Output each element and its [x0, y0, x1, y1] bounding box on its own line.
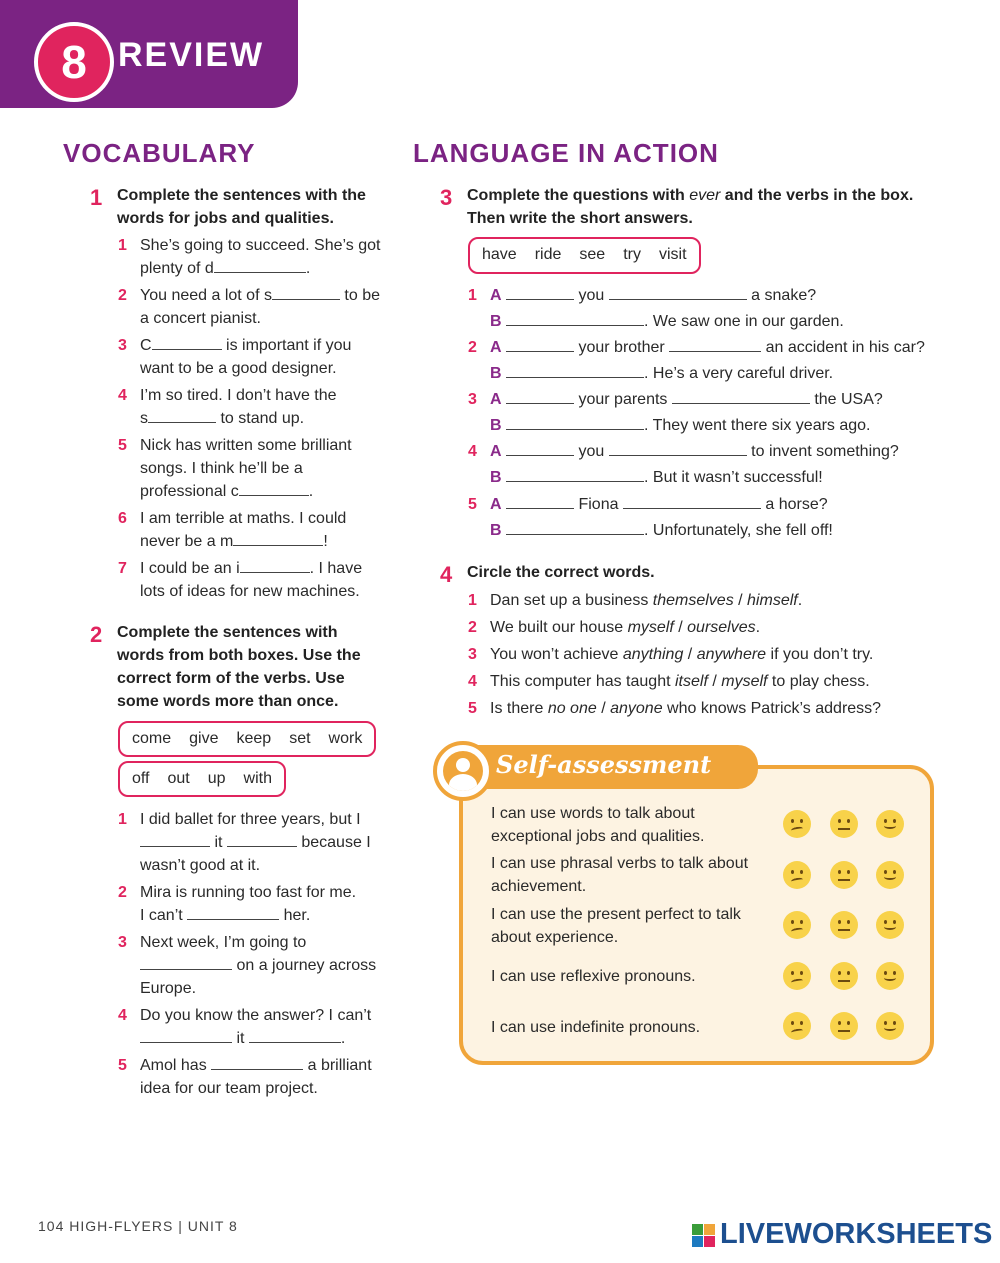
exercise-instruction: Circle the correct words.	[467, 564, 655, 581]
answer-blank[interactable]	[609, 284, 747, 300]
answer-blank[interactable]	[669, 336, 761, 352]
self-assessment-statement: I can use the present perfect to talk about experience.	[491, 906, 741, 946]
word-box-particles: off out up with	[118, 761, 286, 797]
answer-blank[interactable]	[506, 388, 574, 404]
answer-blank[interactable]	[140, 954, 232, 970]
answer-blank[interactable]	[506, 284, 574, 300]
self-assessment-statement: I can use words to talk about exceptional jobs and qualities.	[491, 805, 705, 845]
word-box-verbs: have ride see try visit	[468, 237, 701, 274]
answer-blank[interactable]	[140, 1027, 232, 1043]
option-word[interactable]: no one	[547, 700, 597, 717]
exercise-number: 2	[90, 622, 103, 647]
section-title-vocabulary: VOCABULARY	[63, 138, 256, 168]
answer-blank[interactable]	[506, 336, 574, 352]
answer-blank[interactable]	[140, 831, 210, 847]
answer-blank[interactable]	[506, 414, 644, 430]
meh-face-icon[interactable]	[830, 1012, 858, 1040]
self-assessment-statement: I can use indefinite pronouns.	[491, 1019, 701, 1036]
option-word[interactable]: myself	[627, 619, 674, 636]
option-word[interactable]: ourselves	[687, 619, 756, 636]
exercise-number: 4	[440, 562, 453, 587]
answer-blank[interactable]	[506, 440, 574, 456]
section-title-language: LANGUAGE IN ACTION	[413, 138, 719, 168]
meh-face-icon[interactable]	[830, 911, 858, 939]
answer-blank[interactable]	[148, 407, 216, 423]
answer-blank[interactable]	[506, 466, 644, 482]
self-assessment-statement: I can use phrasal verbs to talk about achievement.	[491, 855, 749, 895]
exercise-instruction: Complete the sentences with the words for jobs and qualities.	[117, 187, 366, 227]
answer-blank[interactable]	[623, 493, 761, 509]
happy-face-icon[interactable]	[876, 1012, 904, 1040]
option-word[interactable]: anyone	[610, 700, 663, 717]
answer-blank[interactable]	[272, 284, 340, 300]
happy-face-icon[interactable]	[876, 911, 904, 939]
liveworksheets-logo-icon	[692, 1224, 716, 1248]
unit-number-badge: 8	[34, 22, 114, 102]
sad-face-icon[interactable]	[783, 810, 811, 838]
option-word[interactable]: itself	[674, 673, 708, 690]
answer-blank[interactable]	[239, 480, 309, 496]
self-assessment-statement: I can use reflexive pronouns.	[491, 968, 696, 985]
option-word[interactable]: myself	[721, 673, 768, 690]
option-word[interactable]: himself	[747, 592, 798, 609]
happy-face-icon[interactable]	[876, 861, 904, 889]
answer-blank[interactable]	[249, 1027, 341, 1043]
exercise-instruction: Complete the sentences with words from both boxes. Use the correct form of the verbs. Use some words more than once.	[117, 624, 361, 710]
happy-face-icon[interactable]	[876, 810, 904, 838]
answer-blank[interactable]	[227, 831, 297, 847]
self-assessment-title: Self-assessment	[496, 750, 712, 779]
answer-blank[interactable]	[240, 557, 310, 573]
option-word[interactable]: anywhere	[696, 646, 767, 663]
sad-face-icon[interactable]	[783, 911, 811, 939]
answer-blank[interactable]	[609, 440, 747, 456]
option-word[interactable]: anything	[622, 646, 684, 663]
exercise-instruction: Complete the questions with ever and the verbs in the box. Then write the short answers.	[467, 187, 914, 227]
answer-blank[interactable]	[506, 362, 644, 378]
option-word[interactable]: themselves	[652, 592, 734, 609]
answer-blank[interactable]	[506, 310, 644, 326]
meh-face-icon[interactable]	[830, 962, 858, 990]
person-icon	[433, 741, 493, 801]
meh-face-icon[interactable]	[830, 861, 858, 889]
answer-blank[interactable]	[152, 334, 222, 350]
exercise-number: 3	[440, 185, 453, 210]
answer-blank[interactable]	[233, 530, 323, 546]
page-title: REVIEW	[118, 36, 265, 74]
answer-blank[interactable]	[187, 904, 279, 920]
sad-face-icon[interactable]	[783, 1012, 811, 1040]
exercise-number: 1	[90, 185, 103, 210]
answer-blank[interactable]	[672, 388, 810, 404]
meh-face-icon[interactable]	[830, 810, 858, 838]
word-box-verbs: come give keep set work	[118, 721, 376, 757]
brand-name: LIVEWORKSHEETS	[720, 1218, 993, 1250]
sad-face-icon[interactable]	[783, 962, 811, 990]
happy-face-icon[interactable]	[876, 962, 904, 990]
answer-blank[interactable]	[211, 1054, 303, 1070]
answer-blank[interactable]	[214, 257, 306, 273]
answer-blank[interactable]	[506, 519, 644, 535]
answer-blank[interactable]	[506, 493, 574, 509]
sad-face-icon[interactable]	[783, 861, 811, 889]
page-footer: 104 HIGH-FLYERS | UNIT 8	[38, 1218, 238, 1234]
